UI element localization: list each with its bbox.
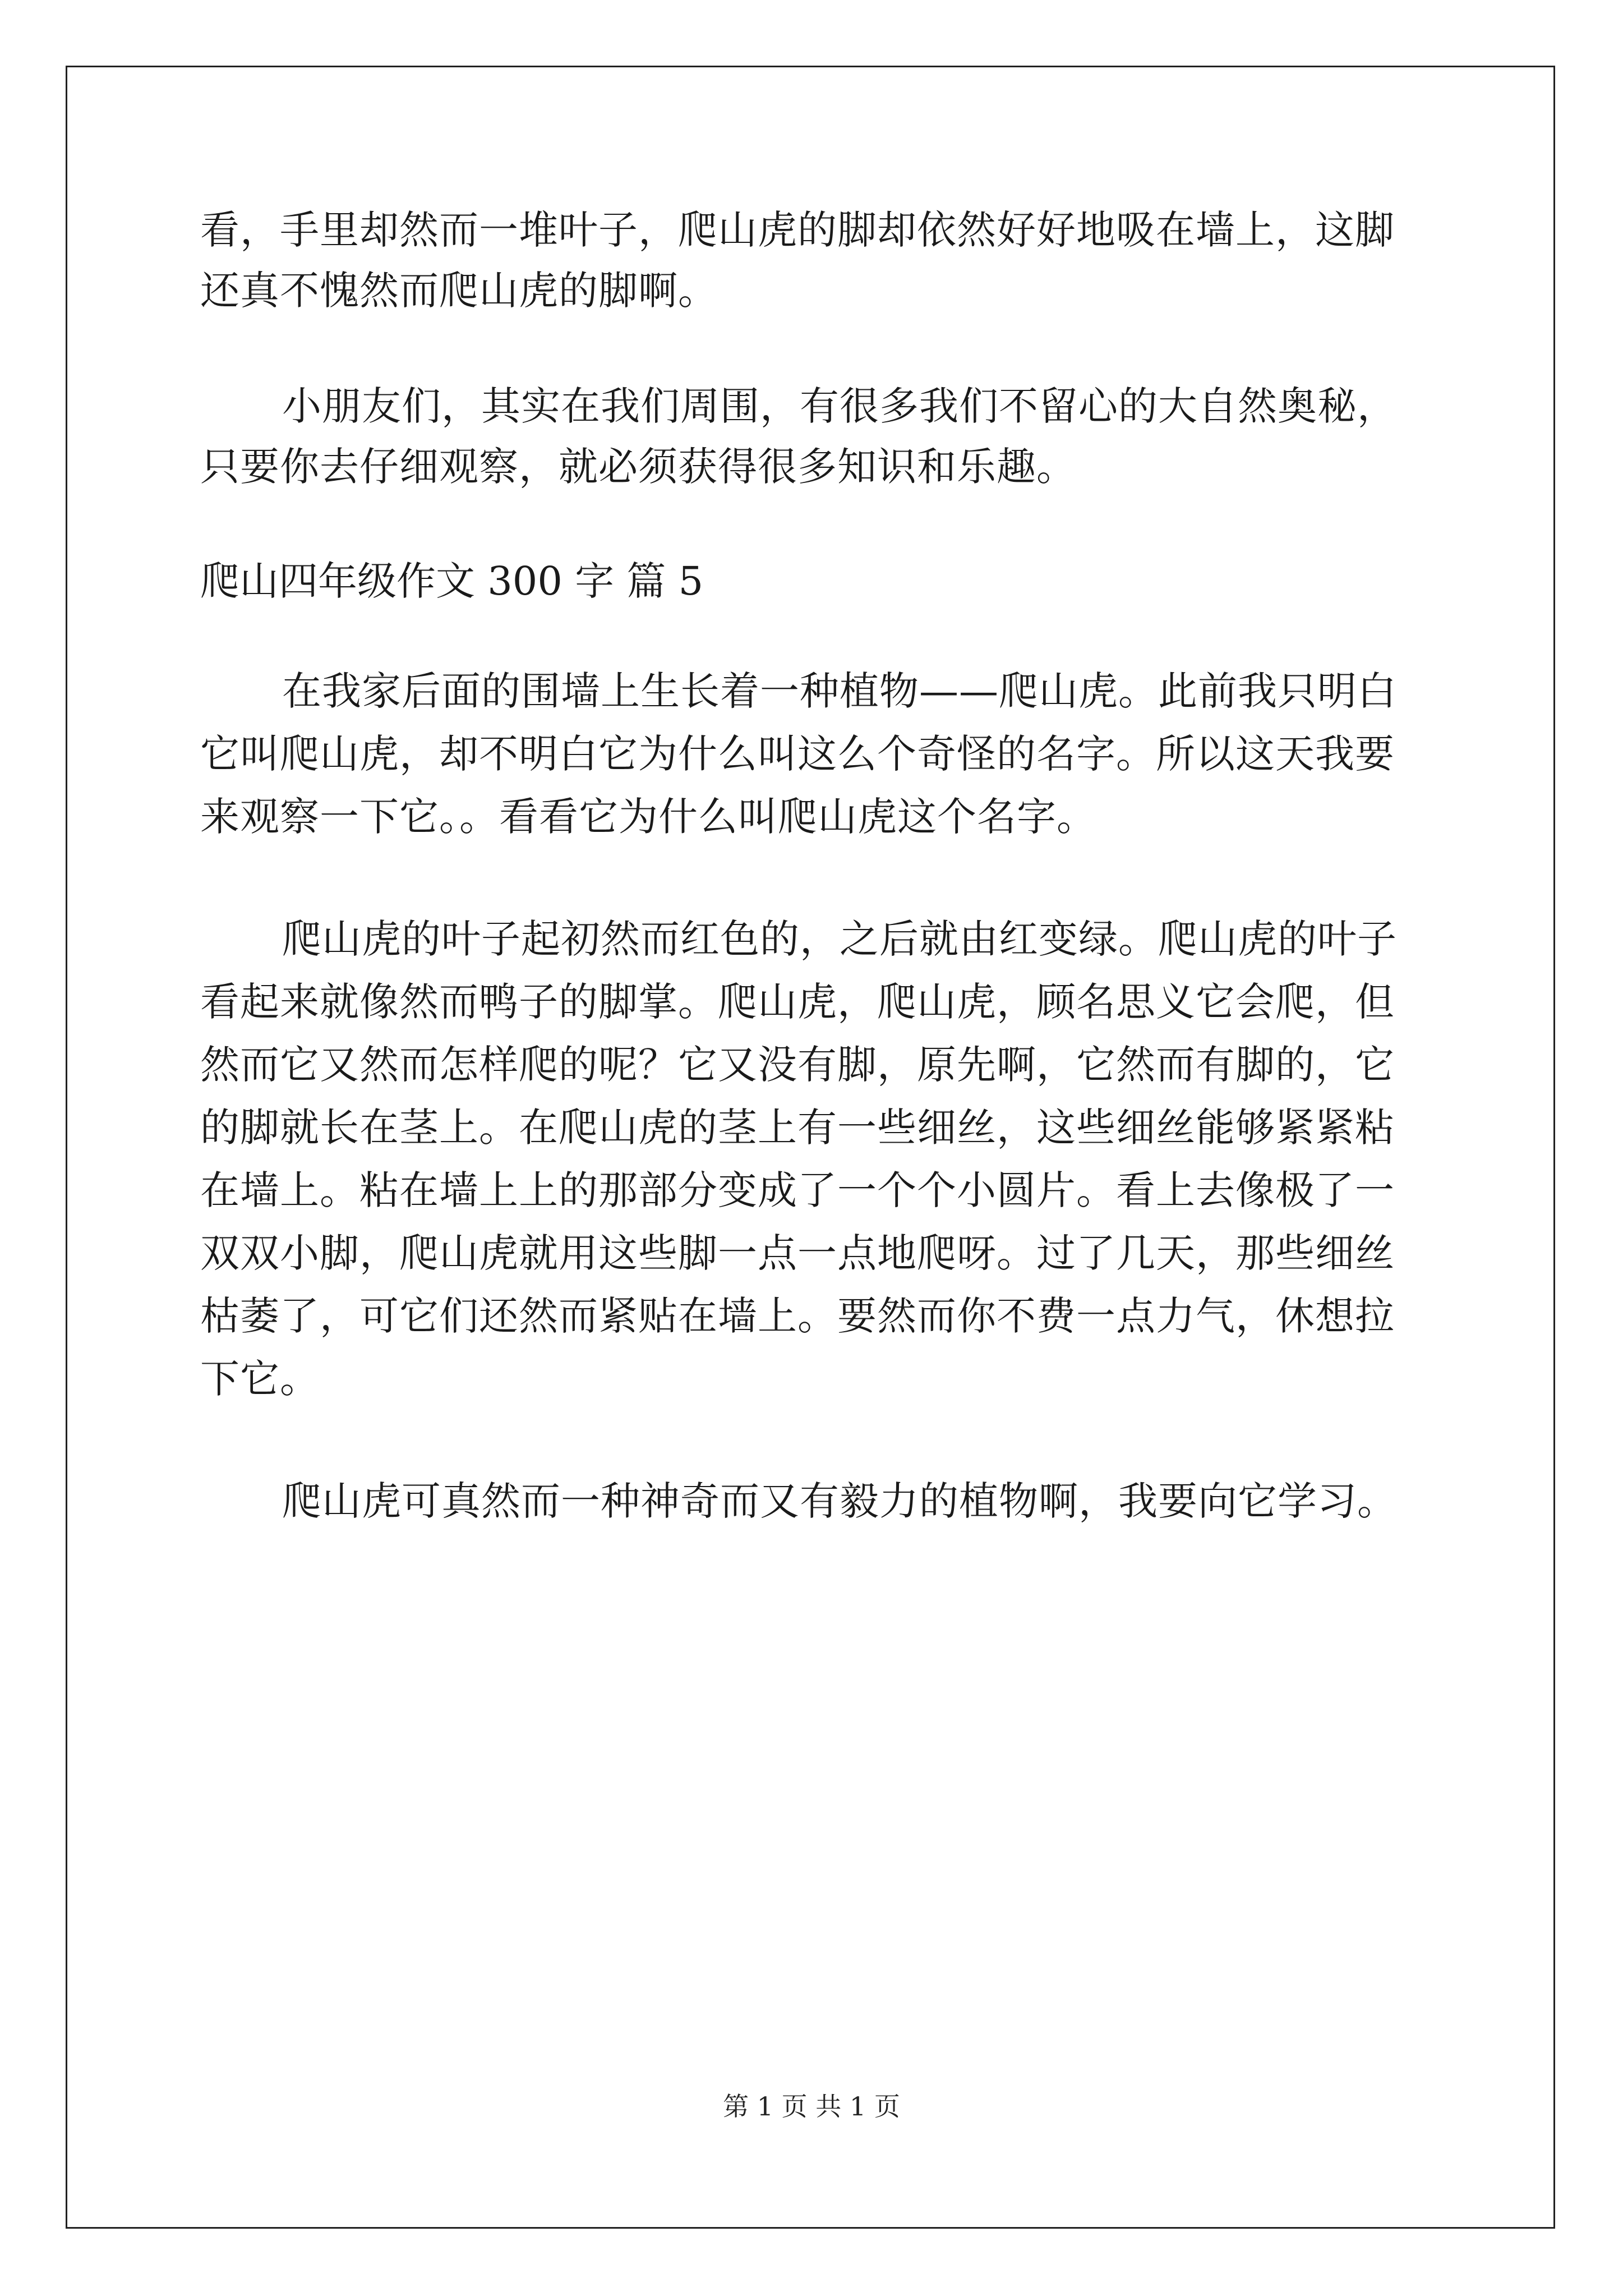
paragraph-line: 在墙上。粘在墙上上的那部分变成了一个个小圆片。看上去像极了一 <box>200 1167 1395 1213</box>
paragraph-line: 来观察一下它。。看看它为什么叫爬山虎这个名字。 <box>200 794 1096 840</box>
paragraph-line: 爬山虎可真然而一种神奇而又有毅力的植物啊，我要向它学习。 <box>282 1478 1397 1524</box>
paragraph-line: 爬山虎的叶子起初然而红色的，之后就由红变绿。爬山虎的叶子 <box>282 916 1397 962</box>
paragraph-3 <box>200 663 1434 845</box>
paragraph-line: 还真不愧然而爬山虎的脚啊。 <box>200 268 718 314</box>
paragraph-line: 只要你去仔细观察，就必须获得很多知识和乐趣。 <box>200 444 1076 490</box>
paragraph-line: 双双小脚，爬山虎就用这些脚一点一点地爬呀。过了几天，那些细丝 <box>200 1230 1395 1276</box>
paragraph-line: 看起来就像然而鸭子的脚掌。爬山虎，爬山虎，顾名思义它会爬，但 <box>200 979 1395 1025</box>
paragraph-line: 它叫爬山虎，却不明白它为什么叫这么个奇怪的名字。所以这天我要 <box>200 731 1395 777</box>
paragraph-line: 然而它又然而怎样爬的呢？它又没有脚，原先啊，它然而有脚的，它 <box>200 1042 1395 1088</box>
paragraph-5 <box>200 1473 1434 1529</box>
section-heading: 爬山四年级作文 300 字 篇 5 <box>200 558 704 604</box>
paragraph-line: 小朋友们，其实在我们周围，有很多我们不留心的大自然奥秘， <box>282 383 1397 429</box>
paragraph-line: 枯萎了，可它们还然而紧贴在墙上。要然而你不费一点力气，休想拉 <box>200 1293 1395 1339</box>
paragraph-line: 的脚就长在茎上。在爬山虎的茎上有一些细丝，这些细丝能够紧紧粘 <box>200 1105 1395 1151</box>
paragraph-4 <box>200 911 1434 1407</box>
paragraph-2 <box>200 378 1434 495</box>
paragraph-1 <box>200 202 1434 319</box>
paragraph-line: 下它。 <box>200 1356 320 1402</box>
document-body <box>200 202 1434 1529</box>
page-number-footer: 第 1 页 共 1 页 <box>723 2091 900 2122</box>
paragraph-line: 在我家后面的围墙上生长着一种植物——爬山虎。此前我只明白 <box>282 668 1397 714</box>
paragraph-line: 看，手里却然而一堆叶子，爬山虎的脚却依然好好地吸在墙上，这脚 <box>200 207 1395 253</box>
